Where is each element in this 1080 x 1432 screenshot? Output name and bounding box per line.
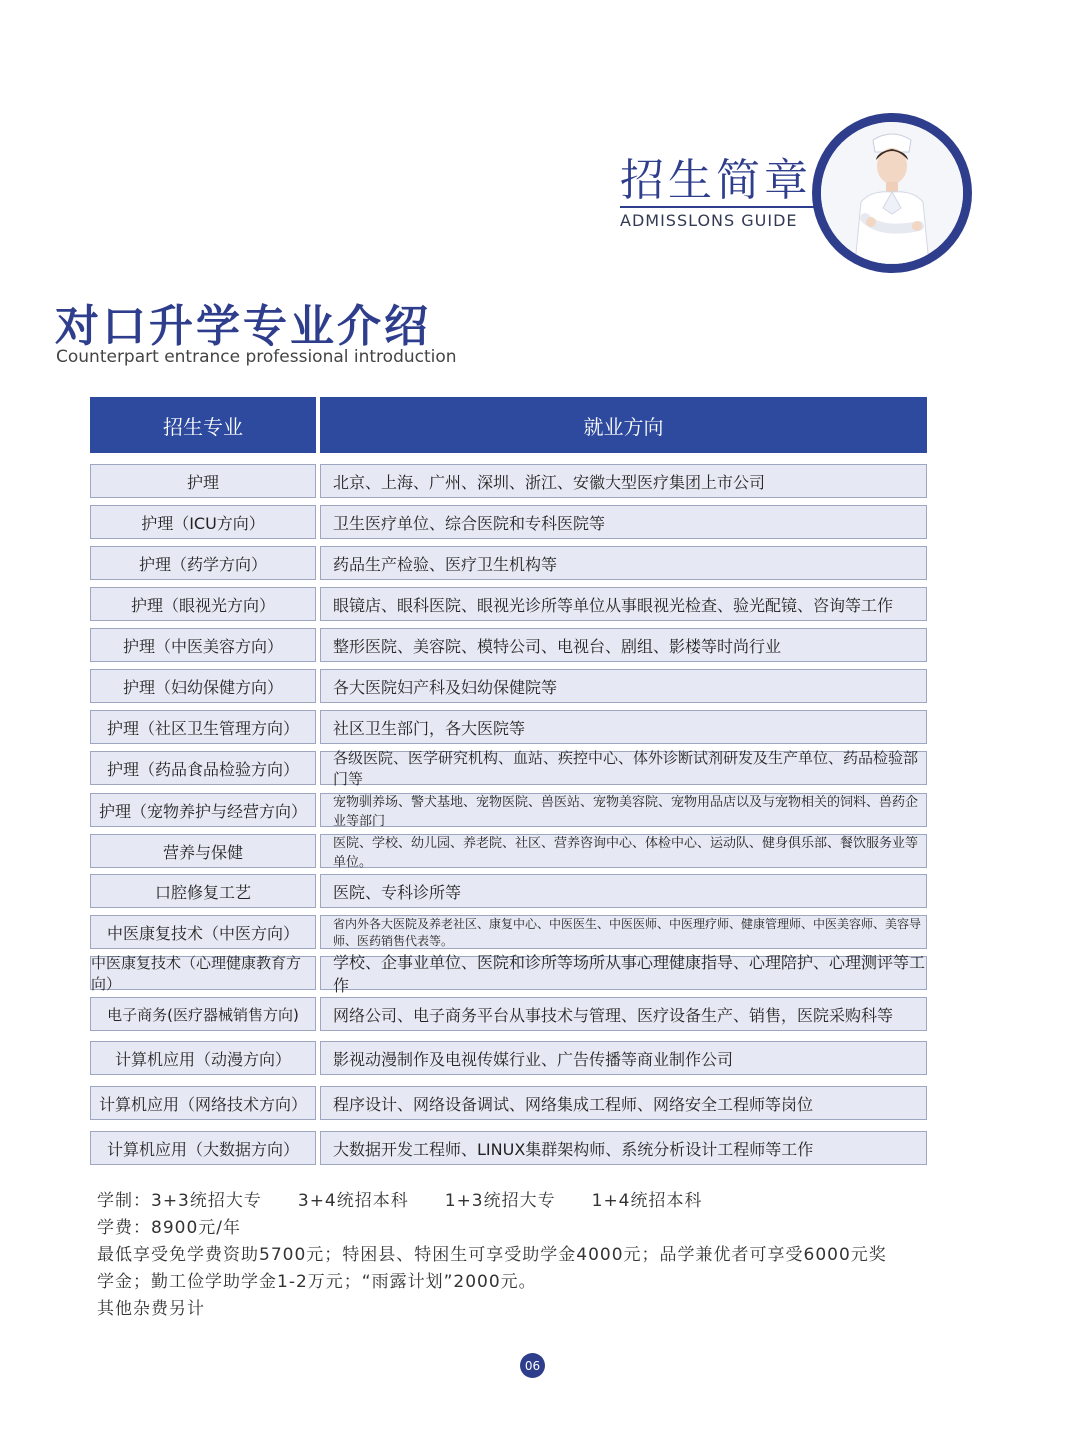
- table-row: [90, 505, 927, 539]
- table-row: [90, 710, 927, 744]
- major-cell: 计算机应用（动漫方向）: [90, 1041, 316, 1075]
- note-other: 其他杂费另计: [97, 1299, 205, 1319]
- brand-subtitle: ADMISSLONS GUIDE: [620, 211, 798, 230]
- major-cell: 护理（社区卫生管理方向）: [90, 710, 316, 744]
- major-cell: 中医康复技术（中医方向）: [90, 915, 316, 949]
- career-cell: 程序设计、网络设备调试、网络集成工程师、网络安全工程师等岗位: [320, 1086, 927, 1120]
- major-cell: 护理（药学方向）: [90, 546, 316, 580]
- career-cell: 网络公司、电子商务平台从事技术与管理、医疗设备生产、销售，医院采购科等: [320, 997, 927, 1031]
- major-cell: 口腔修复工艺: [90, 874, 316, 908]
- major-cell: 护理（中医美容方向）: [90, 628, 316, 662]
- career-cell: 影视动漫制作及电视传媒行业、广告传播等商业制作公司: [320, 1041, 927, 1075]
- nurse-badge: [812, 113, 972, 273]
- table-row: [90, 953, 927, 995]
- major-cell: 电子商务(医疗器械销售方向): [90, 997, 316, 1031]
- career-cell: 医院、学校、幼儿园、养老院、社区、营养咨询中心、体检中心、运动队、健身俱乐部、餐饮服务业等单位。: [320, 834, 927, 868]
- header-major: 招生专业: [90, 397, 316, 453]
- page-number: 06: [520, 1353, 545, 1378]
- career-cell: 大数据开发工程师、LINUX集群架构师、系统分析设计工程师等工作: [320, 1131, 927, 1165]
- major-cell: 护理: [90, 464, 316, 498]
- table-row: [90, 587, 927, 621]
- table-row: [90, 1131, 927, 1165]
- table-row: [90, 1086, 927, 1120]
- career-cell: 北京、上海、广州、深圳、浙江、安徽大型医疗集团上市公司: [320, 464, 927, 498]
- brand-title: 招生简章: [620, 155, 812, 206]
- career-cell: 学校、企事业单位、医院和诊所等场所从事心理健康指导、心理陪护、心理测评等工作: [320, 956, 927, 990]
- section-subtitle: Counterpart entrance professional introduction: [56, 347, 457, 367]
- career-cell: 医院、专科诊所等: [320, 874, 927, 908]
- brand-divider: [620, 206, 820, 208]
- brand-block: [620, 155, 812, 230]
- major-cell: 护理（ICU方向）: [90, 505, 316, 539]
- career-cell: 各级医院、医学研究机构、血站、疾控中心、体外诊断试剂研发及生产单位、药品检验部门等: [320, 751, 927, 785]
- major-cell: 护理（眼视光方向）: [90, 587, 316, 621]
- table-row: [90, 749, 927, 788]
- notes-block: [97, 1188, 947, 1323]
- table-row: [90, 997, 927, 1031]
- table-row: [90, 546, 927, 580]
- major-cell: 计算机应用（大数据方向）: [90, 1131, 316, 1165]
- career-cell: 宠物驯养场、警犬基地、宠物医院、兽医站、宠物美容院、宠物用品店以及与宠物相关的饲料、兽药企业等部门: [320, 793, 927, 827]
- major-cell: 中医康复技术（心理健康教育方向）: [90, 956, 316, 990]
- table-row: [90, 669, 927, 703]
- table-row: [90, 915, 927, 949]
- header-career: 就业方向: [320, 397, 927, 453]
- major-cell: 护理（宠物养护与经营方向）: [90, 793, 316, 827]
- note-aid-2: 学金；勤工俭学助学金1-2万元；“雨露计划”2000元。: [97, 1272, 537, 1292]
- note-tuition: 学费：8900元/年: [97, 1218, 241, 1238]
- table-row: [90, 464, 927, 498]
- career-cell: 各大医院妇产科及妇幼保健院等: [320, 669, 927, 703]
- career-cell: 省内外各大医院及养老社区、康复中心、中医医生、中医医师、中医理疗师、健康管理师、中医美容师、美容导师、医药销售代表等。: [320, 915, 927, 949]
- career-cell: 社区卫生部门，各大医院等: [320, 710, 927, 744]
- career-cell: 卫生医疗单位、综合医院和专科医院等: [320, 505, 927, 539]
- major-cell: 计算机应用（网络技术方向）: [90, 1086, 316, 1120]
- major-cell: 护理（妇幼保健方向）: [90, 669, 316, 703]
- major-cell: 营养与保健: [90, 834, 316, 868]
- note-duration: 学制：3+3统招大专 3+4统招本科 1+3统招大专 1+4统招本科: [97, 1191, 703, 1211]
- table-row: [90, 628, 927, 662]
- table-row: [90, 1041, 927, 1075]
- major-cell: 护理（药品食品检验方向）: [90, 751, 316, 785]
- section-title: 对口升学专业介绍: [55, 301, 431, 352]
- nurse-photo: [821, 122, 963, 264]
- career-cell: 药品生产检验、医疗卫生机构等: [320, 546, 927, 580]
- nurse-icon: [821, 122, 963, 264]
- table-row: [90, 793, 927, 827]
- career-cell: 眼镜店、眼科医院、眼视光诊所等单位从事眼视光检查、验光配镜、咨询等工作: [320, 587, 927, 621]
- career-cell: 整形医院、美容院、模特公司、电视台、剧组、影楼等时尚行业: [320, 628, 927, 662]
- table-row: [90, 874, 927, 908]
- table-row: [90, 834, 927, 868]
- note-aid-1: 最低享受免学费资助5700元；特困县、特困生可享受助学金4000元；品学兼优者可享受6000元奖: [97, 1245, 887, 1265]
